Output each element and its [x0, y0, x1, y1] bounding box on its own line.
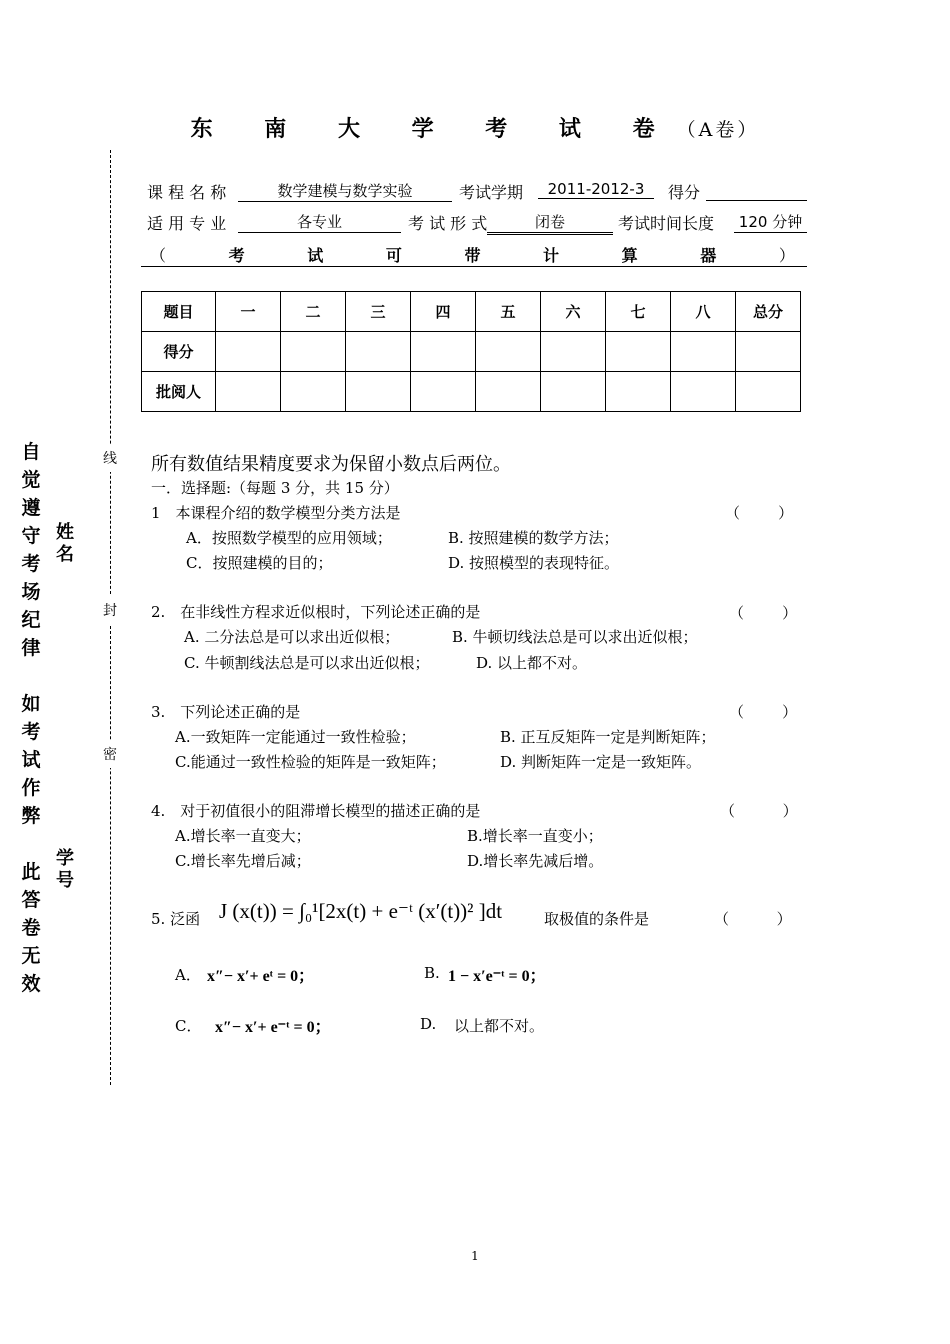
integrity-warning-char: 守 — [21, 525, 41, 547]
option-a: A．按照数学模型的应用领域； — [186, 529, 392, 547]
option-c: x″− x′+ e⁻ᵗ = 0； — [215, 1019, 331, 1036]
score-table-header-cell: 二 — [281, 292, 346, 332]
integrity-warning-char — [19, 830, 43, 858]
precision-note: 所有数值结果精度要求为保留小数点后两位。 — [151, 454, 511, 475]
score-table-cell[interactable] — [736, 332, 801, 372]
calculator-note-char: （ — [150, 246, 167, 265]
score-table-header-cell: 六 — [541, 292, 606, 332]
option-c: C．按照建模的目的； — [186, 554, 333, 572]
score-table-cell[interactable] — [671, 332, 736, 372]
major-value: 各专业 — [238, 211, 401, 233]
integrity-warning-char: 纪 — [21, 609, 41, 631]
calculator-note-char: 带 — [464, 246, 481, 265]
integrity-warning-char: 场 — [21, 581, 41, 603]
integrity-warning-char: 效 — [21, 973, 41, 995]
option-b: B. 按照建模的数学方法； — [448, 529, 619, 547]
course-label: 课 程 名 称 — [147, 183, 227, 202]
option-b: B. 牛顿切线法总是可以求出近似根； — [452, 628, 698, 646]
option-b: B.增长率一直变小； — [467, 827, 603, 845]
integrity-warning-char: 考 — [21, 553, 41, 575]
option-d: 以上都不对。 — [454, 1017, 545, 1035]
option-a: A. 二分法总是可以求出近似根； — [184, 628, 400, 646]
integrity-warning-char: 无 — [21, 945, 41, 967]
score-table-header-cell: 题目 — [142, 292, 216, 332]
name-label: 姓名 — [56, 522, 74, 565]
form-label: 考 试 形 式 — [408, 214, 488, 233]
option-c: C. 牛顿割线法总是可以求出近似根； — [184, 654, 430, 672]
integrity-warning-char: 考 — [21, 721, 41, 743]
functional-formula: J (x(t)) = ∫₀¹[2x(t) + e⁻ᵗ (x′(t))² ]dt — [219, 899, 503, 923]
duration-value: 120 分钟 — [734, 211, 807, 233]
score-table-cell[interactable] — [411, 372, 476, 412]
score-table-cell[interactable] — [736, 372, 801, 412]
info-underline — [141, 266, 807, 267]
score-table-cell[interactable] — [476, 332, 541, 372]
score-table-header-cell: 八 — [671, 292, 736, 332]
option-c: C.增长率先增后减； — [175, 852, 311, 870]
integrity-warning — [19, 438, 43, 998]
question-3-stem: 3. 下列论述正确的是 — [151, 703, 301, 721]
answer-paren[interactable]: （ ） — [714, 910, 792, 928]
option-b: B. 正互反矩阵一定是判断矩阵； — [500, 728, 716, 746]
integrity-warning-char: 律 — [21, 637, 41, 659]
option-d: D.增长率先减后增。 — [467, 852, 604, 870]
score-table-row-label: 得分 — [142, 332, 216, 372]
option-c-label: C． — [175, 1017, 202, 1035]
option-c: C.能通过一致性检验的矩阵是一致矩阵； — [175, 753, 446, 771]
score-table — [141, 291, 801, 412]
option-a: x″− x′+ eᵗ = 0； — [207, 968, 315, 985]
calculator-note-char: 算 — [621, 246, 638, 265]
score-table-header-cell: 五 — [476, 292, 541, 332]
score-table-header-cell: 七 — [606, 292, 671, 332]
calculator-note-char: 计 — [543, 246, 560, 265]
score-table-row — [142, 372, 801, 412]
student-id-label: 学号 — [56, 848, 74, 891]
integrity-warning-char — [19, 662, 43, 690]
answer-paren[interactable]: （ ） — [720, 802, 798, 820]
answer-paren[interactable]: （ ） — [725, 504, 794, 522]
answer-paren[interactable]: （ ） — [729, 604, 798, 622]
question-5-prefix: 5. 泛函 — [151, 910, 201, 928]
score-table-cell[interactable] — [541, 332, 606, 372]
form-value: 闭卷 — [487, 211, 613, 235]
option-d: D. 判断矩阵一定是一致矩阵。 — [500, 753, 702, 771]
option-d: D. 以上都不对。 — [476, 654, 588, 672]
score-table-cell[interactable] — [476, 372, 541, 412]
exam-title: 东 南 大 学 考 试 卷（A卷） — [190, 117, 760, 142]
score-table-header-cell: 总分 — [736, 292, 801, 332]
score-table-header-cell: 四 — [411, 292, 476, 332]
score-table-row — [142, 332, 801, 372]
score-table-cell[interactable] — [606, 332, 671, 372]
calculator-note-char: 试 — [307, 246, 324, 265]
score-table-cell[interactable] — [216, 332, 281, 372]
option-d-label: D. — [420, 1015, 437, 1033]
seal-char: 线 — [103, 444, 117, 472]
calculator-note — [150, 243, 795, 266]
calculator-note-char: 器 — [700, 246, 717, 265]
question-4-stem: 4. 对于初值很小的阻滞增长模型的描述正确的是 — [151, 802, 481, 820]
score-table-header-cell: 三 — [346, 292, 411, 332]
integrity-warning-char: 此 — [21, 861, 41, 883]
option-a: A.增长率一直变大； — [175, 827, 311, 845]
calculator-note-char: 可 — [385, 246, 402, 265]
seal-char: 封 — [103, 596, 117, 624]
score-table-row-label: 批阅人 — [142, 372, 216, 412]
score-blank[interactable] — [706, 180, 807, 201]
score-table-cell[interactable] — [671, 372, 736, 412]
score-table-cell[interactable] — [606, 372, 671, 412]
term-value: 2011-2012-3 — [538, 180, 654, 199]
option-a: A.一致矩阵一定能通过一致性检验； — [175, 728, 416, 746]
integrity-warning-char: 自 — [21, 441, 41, 463]
question-1-stem: 1 本课程介绍的数学模型分类方法是 — [151, 504, 401, 522]
exam-subtitle: （A卷） — [676, 119, 760, 141]
integrity-warning-char: 卷 — [21, 917, 41, 939]
page-number: 1 — [471, 1249, 479, 1263]
seal-char: 密 — [103, 740, 117, 768]
score-table-header-cell: 一 — [216, 292, 281, 332]
option-b-label: B. — [424, 964, 440, 982]
score-table-cell[interactable] — [411, 332, 476, 372]
integrity-warning-char: 遵 — [21, 497, 41, 519]
integrity-warning-char: 试 — [21, 749, 41, 771]
calculator-note-char: 考 — [228, 246, 245, 265]
integrity-warning-char: 答 — [21, 889, 41, 911]
integrity-warning-char: 觉 — [21, 469, 41, 491]
score-table-header-row — [142, 292, 801, 332]
score-table-cell[interactable] — [346, 372, 411, 412]
score-table-cell[interactable] — [541, 372, 606, 412]
integrity-warning-char: 弊 — [21, 805, 41, 827]
score-label: 得分 — [668, 183, 701, 202]
score-table-cell[interactable] — [281, 372, 346, 412]
course-value: 数学建模与数学实验 — [238, 180, 452, 202]
option-d: D. 按照模型的表现特征。 — [448, 554, 620, 572]
answer-paren[interactable]: （ ） — [729, 703, 798, 721]
score-table-cell[interactable] — [281, 332, 346, 372]
duration-label: 考试时间长度 — [618, 214, 715, 233]
integrity-warning-char: 如 — [21, 693, 41, 715]
term-label: 考试学期 — [459, 183, 524, 202]
major-label: 适 用 专 业 — [147, 214, 227, 233]
section-title: 一．选择题:（每题 3 分，共 15 分） — [151, 479, 399, 497]
option-b: 1 − x′e⁻ᵗ = 0； — [448, 968, 546, 985]
question-5-suffix: 取极值的条件是 — [544, 910, 650, 928]
score-table-cell[interactable] — [346, 332, 411, 372]
option-a-label: A． — [175, 966, 201, 984]
integrity-warning-char: 作 — [21, 777, 41, 799]
question-2-stem: 2. 在非线性方程求近似根时，下列论述正确的是 — [151, 603, 481, 621]
score-table-cell[interactable] — [216, 372, 281, 412]
calculator-note-char: ） — [778, 246, 795, 265]
